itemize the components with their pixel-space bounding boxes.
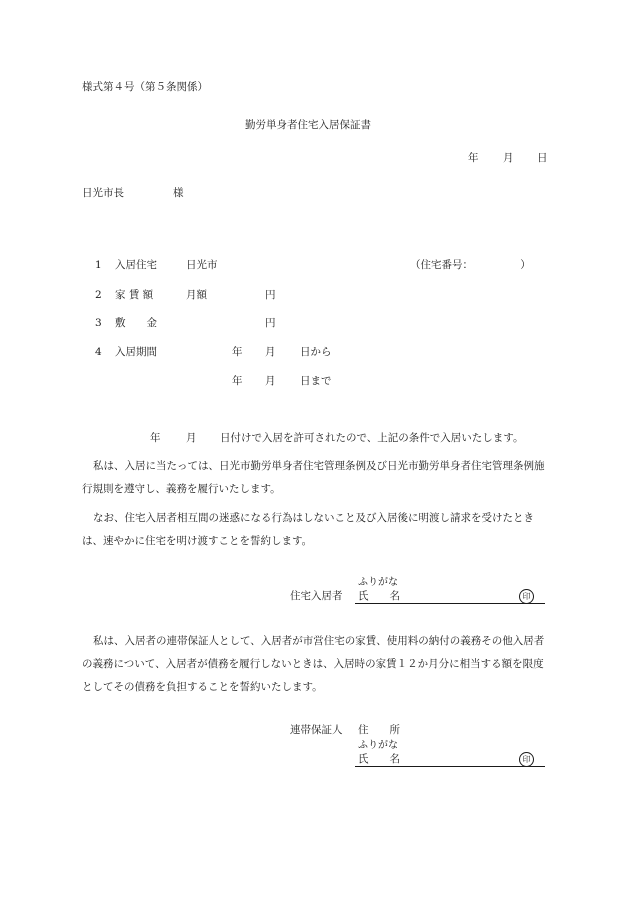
period-from-day: 日から (300, 346, 332, 358)
permission-text: 日付けで入居を許可されたので、上記の条件で入居いたします。 (220, 432, 524, 444)
permission-month: 月 (186, 432, 197, 444)
guarantor-furigana: ふりがな (358, 740, 398, 751)
resident-seal-icon: 印 (519, 589, 534, 604)
period-from-year: 年 (232, 346, 243, 358)
addressee-honorific: 様 (173, 187, 184, 199)
item-label-rent: 家 賃 額 (115, 289, 154, 301)
item-unit-yen: 円 (265, 317, 276, 329)
guarantor-signature-line (355, 766, 545, 767)
guarantor-role: 連帯保証人 (290, 724, 343, 736)
guarantor-address-label: 住 所 (358, 724, 400, 736)
item-value-monthly: 月額 (186, 289, 207, 301)
period-from-month: 月 (265, 346, 276, 358)
resident-signature-line (355, 603, 545, 604)
date-day: 日 (537, 152, 548, 164)
item-value-city: 日光市 (186, 259, 218, 271)
vacate-paragraph: なお、住宅入居者相互間の迷惑になる行為はしないこと及び入居後に明渡し請求を受けたときは、速やかに住宅を明け渡すことを誓約します。 (82, 512, 534, 547)
item-number: 4 (95, 346, 102, 358)
resident-role: 住宅入居者 (290, 590, 343, 602)
period-to-day: 日まで (300, 375, 332, 387)
addressee-name: 日光市長 (82, 187, 124, 199)
guarantor-paragraph: 私は、入居者の連帯保証人として、入居者が市営住宅の家賃、使用料の納付の義務その他入居者の義務について、入居者が債務を履行しないときは、入居時の家賃１２か月分に相当する額を限度としてその債務を負担することを誓約いたします。 (82, 635, 545, 693)
item-number: 1 (95, 259, 102, 271)
item-unit-yen: 円 (265, 289, 276, 301)
document-title: 勤労単身者住宅入居保証書 (245, 119, 371, 131)
guarantor-seal-icon: 印 (519, 752, 534, 767)
form-number: 様式第４号（第５条関係） (82, 81, 208, 93)
permission-year: 年 (150, 432, 161, 444)
guarantor-name-label: 氏 名 (358, 753, 400, 765)
period-to-year: 年 (232, 375, 243, 387)
resident-furigana: ふりがな (358, 577, 398, 588)
item-number: 2 (95, 289, 102, 301)
compliance-paragraph: 私は、入居に当たっては、日光市勤労単身者住宅管理条例及び日光市勤労単身者住宅管理条例施行規則を遵守し、義務を履行いたします。 (82, 460, 545, 495)
period-to-month: 月 (265, 375, 276, 387)
resident-name-label: 氏 名 (358, 590, 400, 602)
housing-number: （住宅番号： ） (410, 259, 531, 271)
item-number: 3 (95, 317, 102, 329)
item-label-period: 入居期間 (115, 346, 157, 358)
item-label-deposit: 敷 金 (115, 317, 157, 329)
date-year: 年 (468, 152, 479, 164)
item-label-housing: 入居住宅 (115, 259, 157, 271)
date-month: 月 (503, 152, 514, 164)
